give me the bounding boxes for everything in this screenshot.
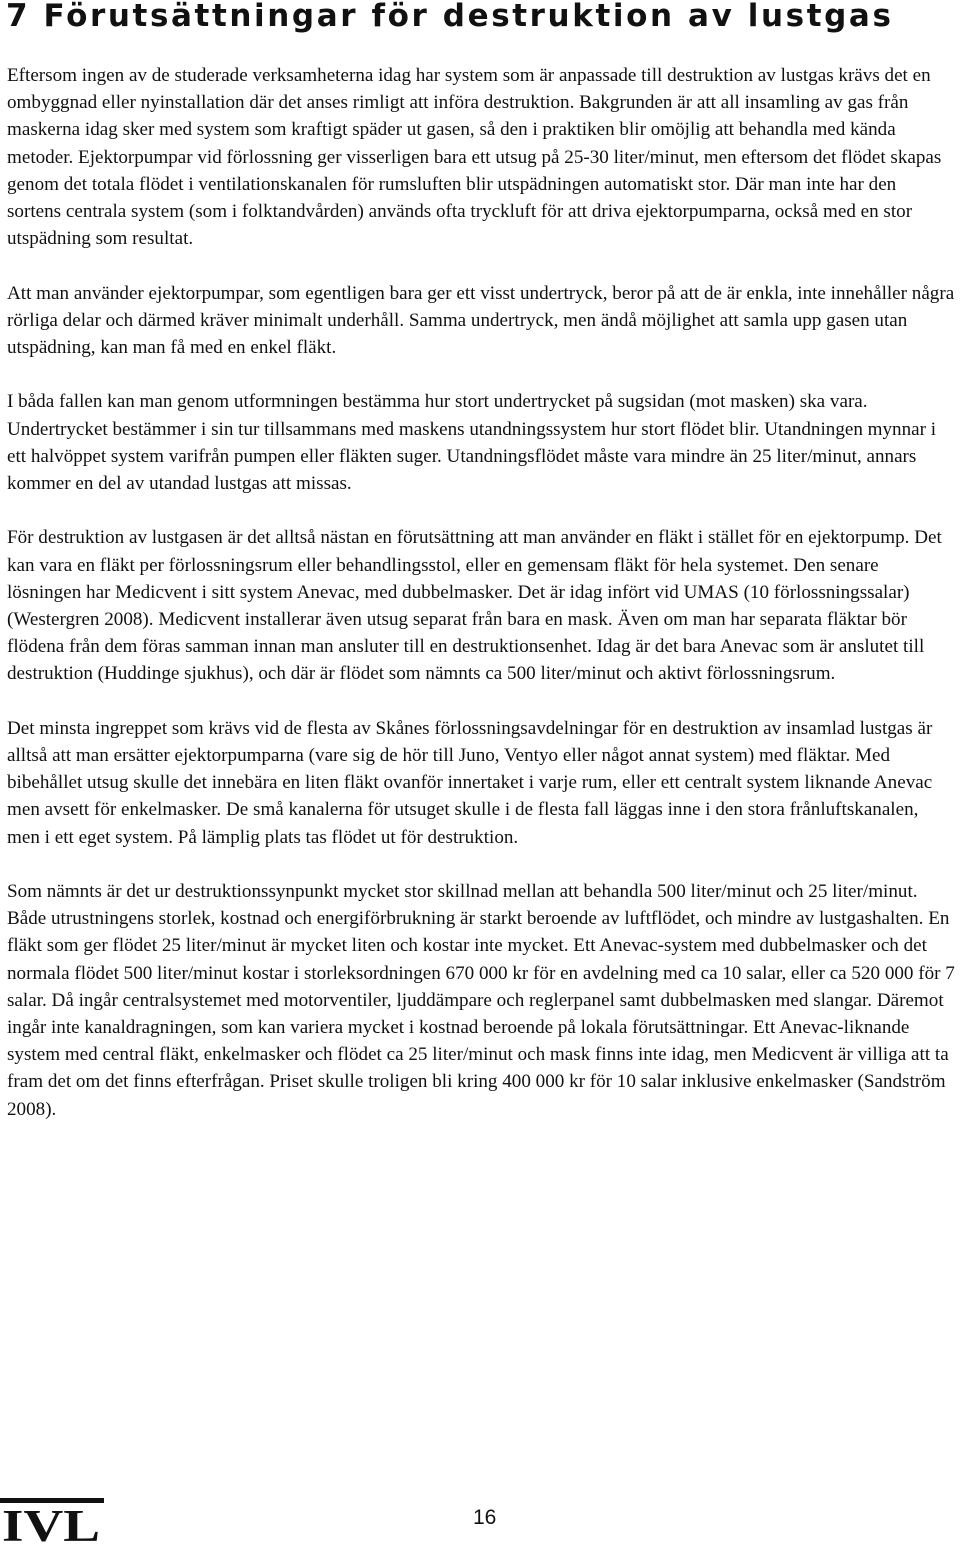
body-text <box>7 62 955 1150</box>
paragraph-1: Eftersom ingen av de studerade verksamheterna idag har system som är anpassade till destruktion av lustgas krävs det en ombyggnad eller nyinstallation där det anses rimligt att införa destruktion. Bakgrunden är att all insamling av gas från maskerna idag sker med system som kraftigt späder ut gasen, så den i praktiken blir omöjlig att behandla med kända metoder. Ejektorpumpar vid förlossning ger visserligen bara ett utsug på 25-30 liter/minut, men eftersom det flödet skapas genom det totala flödet i ventilationskanalen för rumsluften blir utspädningen automatiskt stor. Där man inte har den sortens centrala system (som i folktandvården) används ofta tryckluft för att driva ejektorpumparna, också med en stor utspädning som resultat. <box>7 65 942 250</box>
ivl-logo <box>0 1498 104 1549</box>
ivl-logo-graphic <box>0 1498 104 1544</box>
paragraph-6: Som nämnts är det ur destruktionssynpunkt mycket stor skillnad mellan att behandla 500 liter/minut och 25 liter/minut. Både utrustningens storlek, kostnad och energiförbrukning är starkt beroende av luftflödet, och mindre av lustgashalten. En fläkt som ger flödet 25 liter/minut är mycket liten och kostar inte mycket. Ett Anevac-system med dubbelmasker och det normala flödet 500 liter/minut kostar i storleksordningen 670 000 kr för en avdelning med ca 10 salar, eller ca 520 000 för 7 salar. Då ingår centralsystemet med motorventiler, ljuddämpare och reglerpanel samt dubbelmasken med slangar. Däremot ingår inte kanaldragningen, som kan variera mycket i kostnad beroende på lokala förutsättningar. Ett Anevac-liknande system med central fläkt, enkelmasker och flödet ca 25 liter/minut och mask finns inte idag, men Medicvent är villiga att ta fram det om det finns efterfrågan. Priset skulle troligen bli kring 400 000 kr för 10 salar inklusive enkelmasker (Sandström 2008). <box>7 881 955 1120</box>
paragraph-5: Det minsta ingreppet som krävs vid de flesta av Skånes förlossningsavdelningar för en destruktion av insamlad lustgas är alltså att man ersätter ejektorpumparna (vare sig de hör till Juno, Ventyo eller något annat system) med fläktar. Med bibehållet utsug skulle det innebära en liten fläkt ovanför innertaket i varje rum, eller ett centralt system liknande Anevac men avsett för enkelmasker. De små kanalerna för utsuget skulle i de flesta fall läggas inne i den stora frånluftskanalen, men i ett eget system. På lämplig plats tas flödet ut för destruktion. <box>7 717 933 848</box>
section-heading: 7 Förutsättningar för destruktion av lustgas <box>6 0 894 34</box>
paragraph-2: Att man använder ejektorpumpar, som egentligen bara ger ett visst undertryck, beror på att de är enkla, inte innehåller några rörliga delar och därmed kräver minimalt underhåll. Samma undertryck, men ändå möjlighet att samla upp gasen utan utspädning, kan man få med en enkel fläkt. <box>7 282 955 359</box>
paragraph-3: I båda fallen kan man genom utformningen bestämma hur stort undertrycket på sugsidan (mot masken) ska vara. Undertrycket bestämmer i sin tur tillsammans med maskens utandningssystem hur stort flödet blir. Utandningen mynnar i ett halvöppet system varifrån pumpen eller fläkten suger. Utandningsflödet måste vara mindre än 25 liter/minut, annars kommer en del av utandad lustgas att missas. <box>7 391 937 495</box>
ivl-logo-text: IVL <box>2 1501 100 1544</box>
paragraph-4: För destruktion av lustgasen är det alltså nästan en förutsättning att man använder en fläkt i stället för en ejektorpump. Det kan vara en fläkt per förlossningsrum eller behandlingsstol, eller en gemensam fläkt för hela systemet. Den senare lösningen har Medicvent i sitt system Anevac, med dubbelmasker. Det är idag infört vid UMAS (10 förlossningssalar) (Westergren 2008). Medicvent installerar även utsug separat från bara en mask. Även om man har separata fläktar bör flödena från dem föras samman innan man ansluter till en destruktionsenhet. Idag är det bara Anevac som är anslutet till destruktion (Huddinge sjukhus), och där är flödet som nämnts ca 500 liter/minut och aktivt förlossningsrum. <box>7 527 942 685</box>
page-number: 16 <box>473 1506 497 1529</box>
